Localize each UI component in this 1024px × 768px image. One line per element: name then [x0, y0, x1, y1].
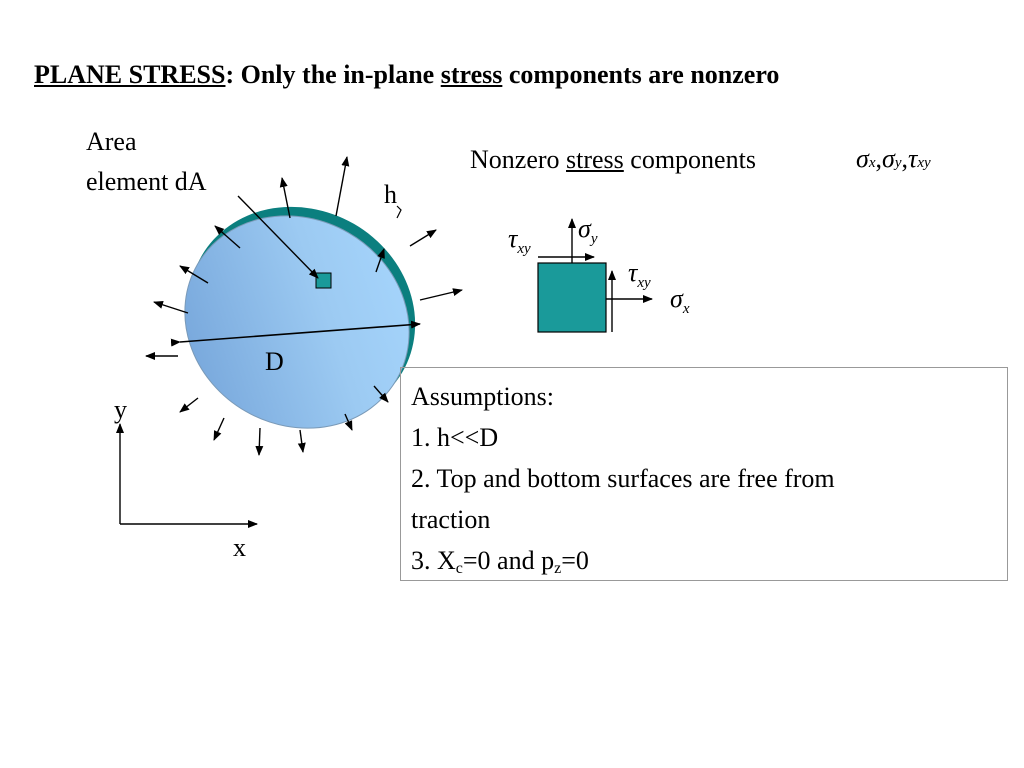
nonzero-text-a: Nonzero — [470, 145, 567, 174]
title-text-b: components are nonzero — [502, 60, 780, 89]
normal-arrow — [154, 302, 188, 313]
d-label: D — [265, 347, 284, 376]
y-axis-label: y — [114, 395, 127, 424]
assumption-3 — [411, 540, 997, 581]
sub-x: x — [868, 155, 876, 171]
normal-arrow — [410, 230, 436, 246]
nonzero-components-text — [470, 145, 756, 175]
title-text-a: : Only the in-plane — [225, 60, 441, 89]
stress-element-diagram — [490, 205, 720, 345]
comma: , — [901, 144, 908, 173]
assumption-2-line2: traction — [411, 505, 491, 534]
tau-symbol: τ — [908, 144, 918, 173]
area-element-square — [316, 273, 331, 288]
stress-element-square — [538, 263, 606, 332]
assumption-1: 1. h<<D — [411, 423, 499, 452]
sub-xy: xy — [917, 155, 931, 171]
nonzero-text-b: components — [623, 145, 756, 174]
tau-xy-top-label: $\tau_{xy}$ — [508, 224, 531, 257]
assumption-3-c: =0 — [561, 546, 589, 575]
area-label-line1: Area — [86, 127, 137, 156]
sub-y: y — [894, 155, 902, 171]
tau-xy-side-label: $\tau_{xy}$ — [628, 258, 651, 291]
sigma-symbol: σ — [882, 144, 895, 173]
assumption-2-line1: 2. Top and bottom surfaces are free from — [411, 464, 835, 493]
nonzero-stress-word: stress — [566, 145, 624, 174]
normal-arrow — [180, 398, 198, 412]
comma: , — [875, 144, 882, 173]
assumptions-heading: Assumptions: — [411, 382, 555, 411]
x-axis-label: x — [233, 533, 246, 562]
normal-arrow — [336, 157, 347, 216]
normal-arrow — [420, 290, 462, 300]
assumption-3-a: 3. X — [411, 546, 456, 575]
stress-components-formula — [856, 144, 931, 174]
sigma-symbol: σ — [856, 144, 869, 173]
normal-arrow — [214, 418, 224, 440]
title-plane-stress: PLANE STRESS — [34, 60, 226, 89]
assumption-3-sub-z: z — [554, 560, 562, 577]
normal-arrow — [259, 428, 260, 455]
h-label: h — [384, 180, 397, 209]
normal-arrow — [300, 430, 303, 452]
thickness-indicator — [397, 206, 401, 218]
sigma-x-label: $\sigma_x$ — [670, 284, 690, 317]
area-label-line2: element dA — [86, 167, 207, 196]
title-stress: stress — [440, 60, 503, 89]
assumption-3-b: =0 and p — [462, 546, 555, 575]
assumptions-box — [400, 367, 1008, 581]
sigma-y-label: $\sigma_y$ — [578, 214, 598, 247]
assumption-3-sub-c: c — [455, 560, 463, 577]
